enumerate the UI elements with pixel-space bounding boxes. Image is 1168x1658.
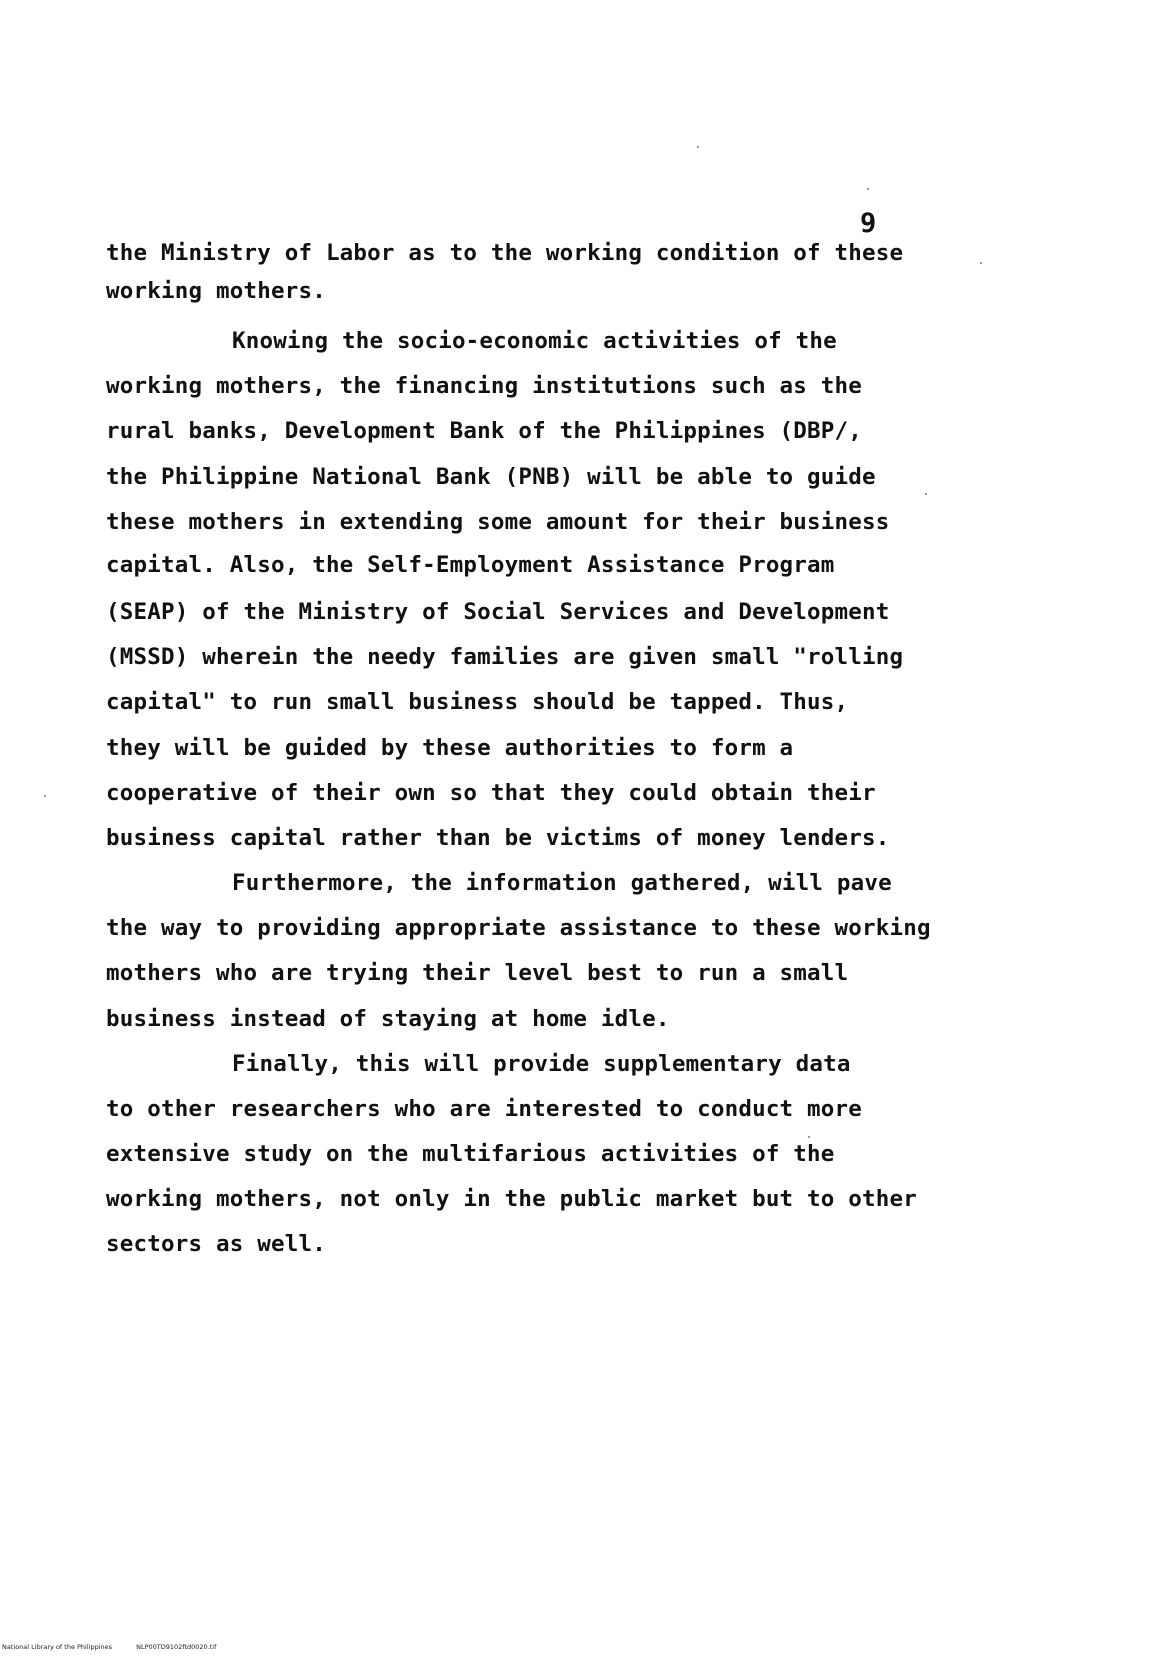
body-line: capital" to run small business should be tapped. Thus, — [106, 689, 849, 715]
body-line: working mothers. — [106, 278, 326, 304]
body-line: business capital rather than be victims of money lenders. — [106, 825, 890, 851]
scan-speck — [867, 188, 869, 190]
body-line: the way to providing appropriate assistance to these working — [106, 915, 931, 941]
body-line: the Philippine National Bank (PNB) will be able to guide — [106, 464, 876, 490]
scan-speck — [44, 795, 46, 797]
page-number: 9 — [860, 208, 877, 239]
body-line: business instead of staying at home idle. — [106, 1006, 670, 1032]
body-line: mothers who are trying their level best to run a small — [106, 960, 849, 986]
body-line: they will be guided by these authorities to form a — [106, 735, 794, 761]
footer-library: National Library of the Philippines — [2, 1643, 113, 1651]
scan-speck — [925, 493, 927, 495]
body-line: to other researchers who are interested to conduct more — [106, 1096, 863, 1122]
body-line: working mothers, the financing institutions such as the — [106, 373, 863, 399]
body-line: (MSSD) wherein the needy families are given small "rolling — [106, 644, 904, 670]
body-line: Knowing the socio-economic activities of the — [232, 328, 837, 354]
scan-speck — [980, 262, 982, 264]
footer-file: NLP00TD9102ftd0020.tif — [136, 1643, 217, 1651]
body-line: Furthermore, the information gathered, will pave — [232, 870, 892, 896]
body-line: extensive study on the multifarious activities of the — [106, 1141, 835, 1167]
body-line: (SEAP) of the Ministry of Social Services and Development — [106, 599, 890, 625]
body-line: Finally, this will provide supplementary data — [232, 1051, 851, 1077]
body-line: cooperative of their own so that they could obtain their — [106, 780, 876, 806]
body-line: rural banks, Development Bank of the Philippines (DBP/, — [106, 418, 863, 444]
footer — [2, 1643, 216, 1651]
scan-speck — [697, 146, 699, 148]
body-line: sectors as well. — [106, 1231, 326, 1257]
body-line: working mothers, not only in the public market but to other — [106, 1186, 918, 1212]
body-line: these mothers in extending some amount for their business — [106, 509, 890, 535]
scan-speck — [808, 1136, 810, 1138]
body-line: capital. Also, the Self-Employment Assistance Program — [106, 552, 835, 578]
body-line: the Ministry of Labor as to the working condition of these — [106, 240, 904, 266]
